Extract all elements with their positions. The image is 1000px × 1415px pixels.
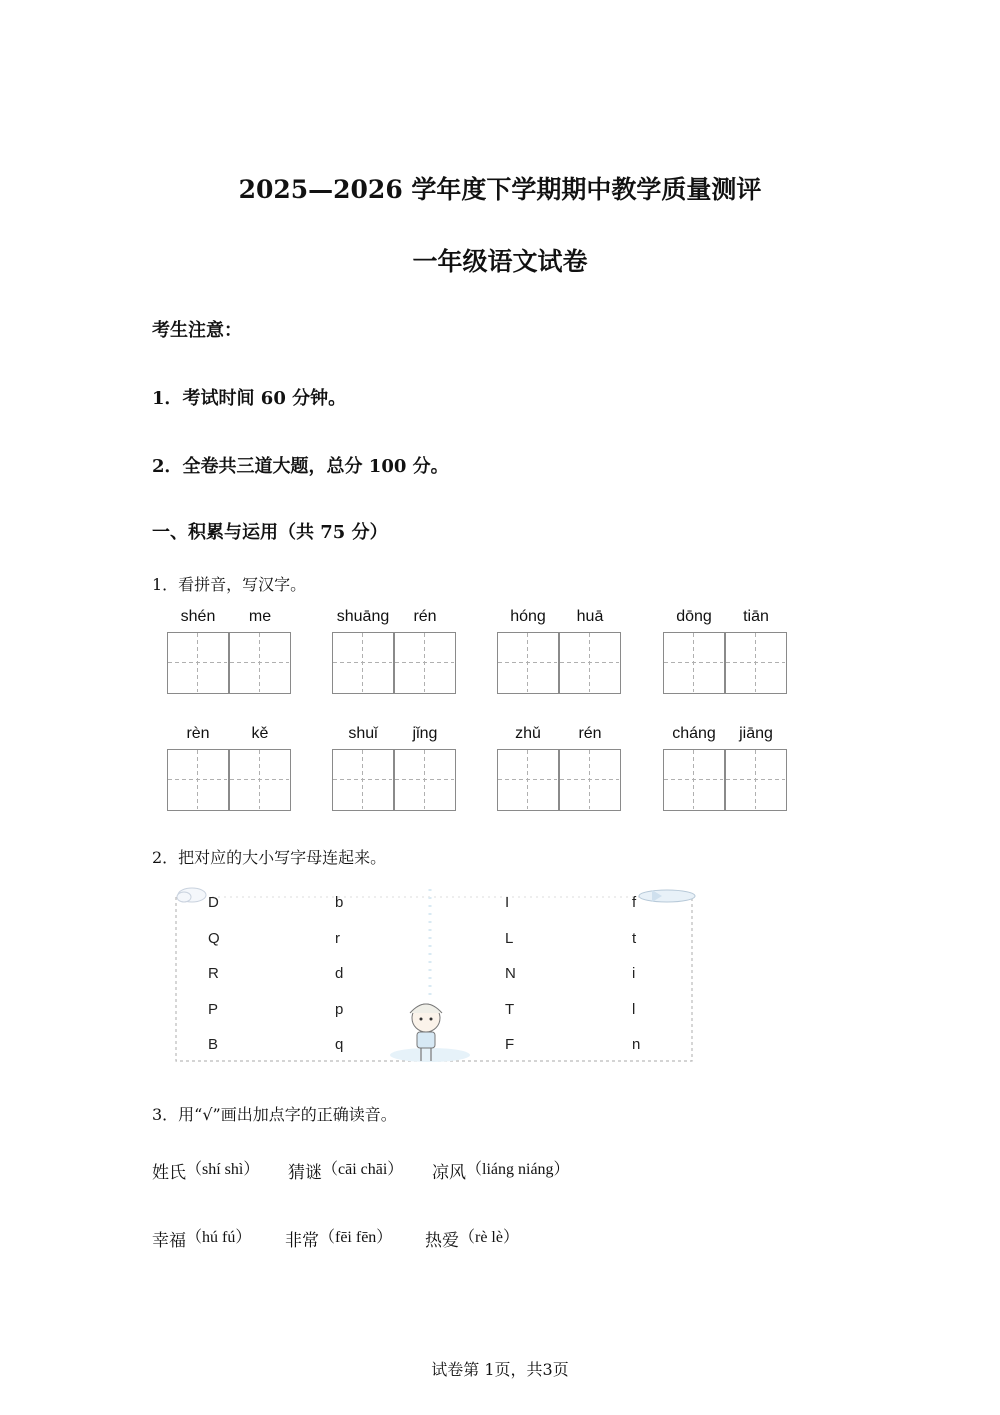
dotted-word: 热爱 [425, 1231, 459, 1251]
reading-item [152, 1222, 252, 1251]
page-footer: 试卷第 1页，共3页 [431, 1360, 569, 1379]
letter-item[interactable]: f [632, 894, 637, 911]
reading-item [152, 1154, 260, 1183]
pinyin-label: hóng [510, 608, 546, 625]
pinyin-label: jiāng [739, 725, 773, 742]
writing-box[interactable] [725, 632, 787, 694]
question-1-prompt: 1．看拼音，写汉字。 [152, 575, 307, 594]
writing-box[interactable] [332, 749, 394, 811]
letter-item[interactable]: b [335, 894, 344, 911]
reading-item [288, 1154, 404, 1183]
letter-item[interactable]: D [208, 894, 219, 911]
matching-panel-frame [172, 885, 700, 1065]
dotted-word: 非常 [285, 1231, 319, 1251]
question-2-prompt: 2．把对应的大小写字母连起来。 [152, 848, 387, 867]
notice-item-1: 1．考试时间 60 分钟。 [152, 388, 347, 409]
pinyin-label: me [248, 608, 272, 625]
letter-item[interactable]: F [505, 1036, 515, 1053]
dotted-word: 姓氏 [152, 1163, 186, 1183]
writing-box[interactable] [497, 632, 559, 694]
letter-item[interactable]: d [335, 965, 344, 982]
letter-item[interactable]: r [335, 930, 340, 947]
letter-item[interactable]: q [335, 1036, 344, 1053]
writing-box[interactable] [497, 749, 559, 811]
letter-item[interactable]: P [208, 1001, 219, 1018]
writing-box[interactable] [167, 632, 229, 694]
writing-box[interactable] [394, 632, 456, 694]
notice-item-2: 2．全卷共三道大题，总分 100 分。 [152, 456, 449, 477]
pinyin-options[interactable]: （hú fú） [186, 1229, 252, 1246]
pinyin-options[interactable]: （cāi chāi） [322, 1161, 404, 1178]
airplane-icon [639, 890, 695, 902]
reading-item [425, 1222, 519, 1251]
writing-box[interactable] [229, 632, 291, 694]
pinyin-options[interactable]: （liáng niáng） [466, 1161, 570, 1178]
writing-box[interactable] [559, 632, 621, 694]
dotted-word: 猜谜 [288, 1163, 322, 1183]
letter-item[interactable]: l [632, 1001, 636, 1018]
writing-box[interactable] [394, 749, 456, 811]
pinyin-label: rèn [186, 725, 210, 742]
letter-item[interactable]: i [632, 965, 636, 982]
cloud-icon [177, 888, 206, 902]
dotted-word: 凉风 [432, 1163, 466, 1183]
letter-item[interactable]: R [208, 965, 219, 982]
pinyin-label: kě [251, 725, 269, 742]
pinyin-label: dōng [676, 608, 712, 625]
pinyin-label: rén [578, 725, 602, 742]
notice-heading: 考生注意： [152, 320, 242, 341]
child-figure-icon [390, 1004, 470, 1062]
writing-box[interactable] [332, 632, 394, 694]
letter-item[interactable]: t [632, 930, 637, 947]
writing-box[interactable] [229, 749, 291, 811]
writing-box[interactable] [663, 632, 725, 694]
writing-box[interactable] [559, 749, 621, 811]
question-3-prompt: 3．用“√”画出加点字的正确读音。 [152, 1105, 397, 1124]
pinyin-label: shuāng [336, 608, 390, 625]
exam-title: 2025—2026 学年度下学期期中教学质量测评 [238, 175, 762, 204]
pinyin-label: shuǐ [348, 725, 378, 742]
pinyin-label: tiān [743, 608, 769, 625]
writing-box[interactable] [663, 749, 725, 811]
writing-box[interactable] [725, 749, 787, 811]
letter-item[interactable]: L [505, 930, 514, 947]
section-heading: 一、积累与运用（共 75 分） [152, 522, 388, 543]
pinyin-label: shén [180, 608, 216, 625]
letter-item[interactable]: B [208, 1036, 219, 1053]
pinyin-label: jǐng [412, 725, 438, 742]
letter-item[interactable]: p [335, 1001, 344, 1018]
letter-item[interactable]: N [505, 965, 516, 982]
pinyin-label: zhǔ [515, 725, 541, 742]
pinyin-label: huā [576, 608, 604, 625]
pinyin-label: rén [413, 608, 437, 625]
exam-subtitle: 一年级语文试卷 [412, 247, 588, 276]
pinyin-options[interactable]: （shí shì） [186, 1161, 260, 1178]
letter-matching-panel [172, 885, 700, 1065]
letter-item[interactable]: n [632, 1036, 641, 1053]
letter-item[interactable]: Q [208, 930, 220, 947]
dotted-word: 幸福 [152, 1231, 186, 1251]
pinyin-options[interactable]: （fēi fēn） [319, 1229, 393, 1246]
letter-item[interactable]: I [505, 894, 510, 911]
pinyin-label: cháng [672, 725, 716, 742]
writing-box[interactable] [167, 749, 229, 811]
reading-item [432, 1154, 570, 1183]
reading-item [285, 1222, 393, 1251]
letter-item[interactable]: T [505, 1001, 515, 1018]
pinyin-options[interactable]: （rè lè） [459, 1229, 519, 1246]
